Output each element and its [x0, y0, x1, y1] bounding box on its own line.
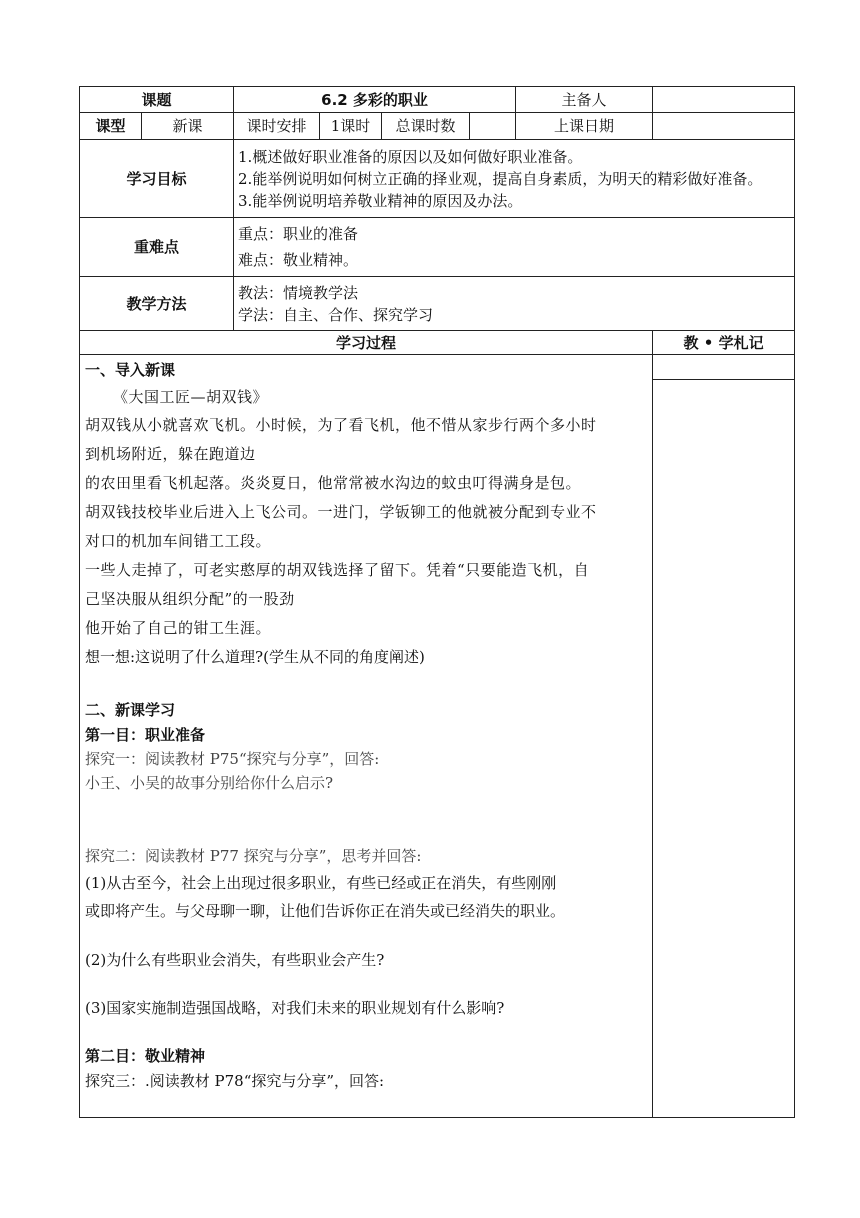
key-points-cell: [234, 218, 795, 277]
explore2-q3: (3)国家实施制造强国战略，对我们未来的职业规划有什么影响?: [85, 999, 505, 1017]
row-course-type: [80, 113, 795, 140]
spacer: [85, 795, 647, 843]
part2-title: 第二目：敬业精神: [85, 1047, 206, 1065]
explore2-q1: (1)从古至今，社会上出现过很多职业，有些已经或正在消失，有些刚刚: [85, 874, 557, 892]
story-line: 胡双钱从小就喜欢飞机。小时候，为了看飞机，他不惜从家步行两个多小时: [85, 416, 597, 434]
story-line: 对口的机加车间错工工段。: [85, 532, 272, 550]
type-label: 课型: [80, 113, 142, 140]
row-goals: [80, 140, 795, 218]
spacer: [85, 1021, 647, 1043]
preparer-value: [653, 87, 795, 113]
row-key-points: [80, 218, 795, 277]
goals-list: [234, 140, 795, 218]
process-content: [80, 355, 653, 1118]
explore2-q2: (2)为什么有些职业会消失，有些职业会产生?: [85, 951, 385, 969]
lesson-plan-sheet: [79, 86, 794, 1128]
part1-title: 第一目：职业准备: [85, 726, 206, 744]
row-process-header: [80, 331, 795, 355]
topic-value: 6.2 多彩的职业: [234, 87, 516, 113]
preparer-label: 主备人: [516, 87, 653, 113]
goal-item: 1.概述做好职业准备的原因以及如何做好职业准备。: [238, 147, 583, 166]
goal-item: 2.能举例说明如何树立正确的择业观，提高自身素质，为明天的精彩做好准备。: [238, 169, 763, 188]
lesson-plan-table: [79, 86, 795, 1118]
story-text: [85, 411, 647, 643]
row-topic: [80, 87, 795, 113]
story-line: 己坚决服从组织分配”的一股劲: [85, 590, 295, 608]
explore3: 探究三：.阅读教材 P78“探究与分享”，回答:: [85, 1072, 385, 1090]
date-label: 上课日期: [516, 113, 653, 140]
goals-label: 学习目标: [80, 140, 234, 218]
process-title: 学习过程: [80, 331, 653, 355]
notes-first-line: [653, 355, 794, 380]
explore1-question: 小王、小吴的故事分别给你什么启示?: [85, 774, 334, 792]
explore2-q1-cont: 或即将产生。与父母聊一聊，让他们告诉你正在消失或已经消失的职业。: [85, 902, 566, 920]
key-points-label: 重难点: [80, 218, 234, 277]
notes-title: 教 • 学札记: [653, 331, 795, 355]
section1-title: 一、导入新课: [85, 361, 176, 379]
method-teaching: 教法：情境教学法: [238, 283, 359, 302]
date-value: [653, 113, 795, 140]
story-line: 一些人走掉了，可老实憨厚的胡双钱选择了留下。凭着“只要能造飞机，自: [85, 561, 590, 579]
key-point-difficulty: 难点：敬业精神。: [238, 251, 359, 269]
key-point-focus: 重点：职业的准备: [238, 225, 359, 243]
row-methods: [80, 277, 795, 331]
type-value: 新课: [142, 113, 234, 140]
method-learning: 学法：自主、合作、探究学习: [238, 305, 434, 324]
methods-label: 教学方法: [80, 277, 234, 331]
row-process-body: [80, 355, 795, 1118]
methods-cell: [234, 277, 795, 331]
section2-title: 二、新课学习: [85, 701, 176, 719]
notes-column: [653, 355, 795, 1118]
explore2: 探究二：阅读教材 P77 探究与分享”，思考并回答:: [85, 847, 422, 865]
schedule-value: 1课时: [320, 113, 382, 140]
story-line: 的农田里看飞机起落。炎炎夏日，他常常被水沟边的蚊虫叮得满身是包。: [85, 474, 582, 492]
spacer: [85, 973, 647, 995]
goal-item: 3.能举例说明培养敬业精神的原因及办法。: [238, 191, 523, 210]
story-title: 《大国工匠—胡双钱》: [113, 388, 269, 406]
total-value: [470, 113, 516, 140]
spacer: [85, 925, 647, 947]
spacer: [85, 671, 647, 697]
topic-label: 课题: [80, 87, 234, 113]
story-line: 到机场附近，躲在跑道边: [85, 445, 256, 463]
schedule-label: 课时安排: [234, 113, 320, 140]
total-label: 总课时数: [382, 113, 470, 140]
explore1: 探究一：阅读教材 P75“探究与分享”，回答:: [85, 750, 380, 768]
story-line: 他开始了自己的钳工生涯。: [85, 619, 272, 637]
think-prompt: 想一想:这说明了什么道理?(学生从不同的角度阐述): [85, 648, 425, 666]
story-line: 胡双钱技校毕业后进入上飞公司。一进门，学钣铆工的他就被分配到专业不: [85, 503, 597, 521]
